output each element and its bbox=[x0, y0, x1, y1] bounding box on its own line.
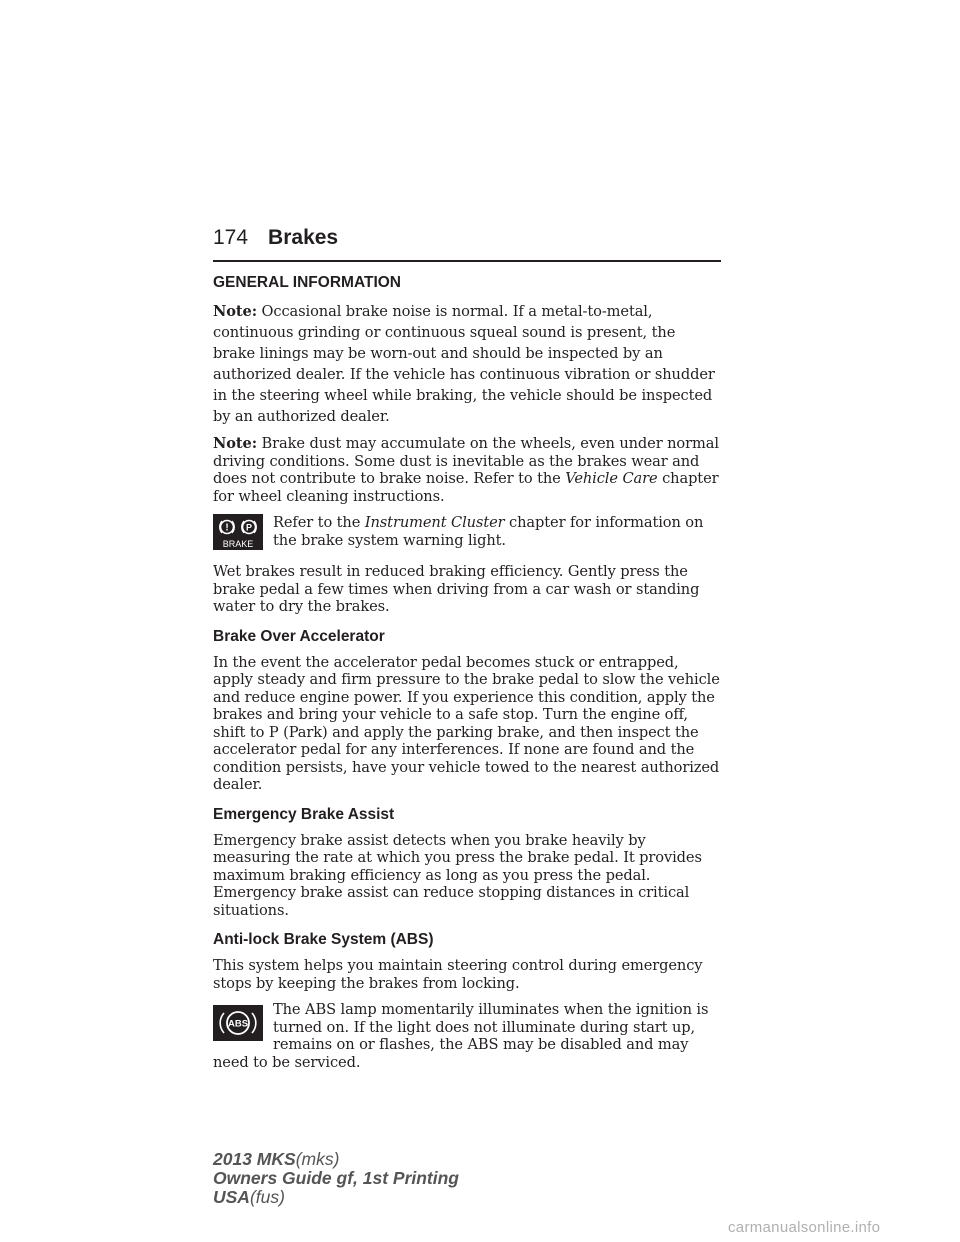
brake-warning-text-b: chapter for information on the brake system warning light. bbox=[273, 514, 704, 549]
abs-warning-icon bbox=[213, 1005, 263, 1041]
abs-paragraph-1: This system helps you maintain steering control during emergency stops by keeping the brakes from locking. bbox=[213, 957, 703, 992]
section-heading-eba: Emergency Brake Assist bbox=[213, 805, 395, 823]
footer-line-3 bbox=[213, 1188, 459, 1207]
section-heading-general: GENERAL INFORMATION bbox=[213, 274, 402, 291]
note-text: Brake dust may accumulate on the wheels, even under normal driving conditions. Some dust is inevitable as the brakes wear and does not contribute to brake noise. Refer to the bbox=[213, 435, 719, 487]
chapter-title: Brakes bbox=[268, 226, 339, 249]
wet-brakes-paragraph: Wet brakes result in reduced braking efficiency. Gently press the brake pedal a few times when driving from a car wash or standing water to dry the brakes. bbox=[213, 563, 700, 615]
footer-model: 2013 MKS bbox=[213, 1149, 296, 1169]
svg-text:!: ! bbox=[225, 522, 229, 534]
section-heading-bota: Brake Over Accelerator bbox=[213, 627, 385, 645]
brake-warning-text-a: Refer to the bbox=[273, 514, 361, 531]
page-number: 174 bbox=[213, 226, 249, 249]
footer-model-code: (mks) bbox=[295, 1149, 340, 1169]
brake-warning-text bbox=[273, 514, 721, 549]
page-footer bbox=[213, 1150, 459, 1207]
page-header bbox=[213, 226, 721, 262]
manual-page bbox=[213, 226, 721, 1071]
vehicle-care-reference: Vehicle Care bbox=[565, 470, 658, 487]
abs-paragraph-2: The ABS lamp momentarily illuminates when the ignition is turned on. If the light does not illuminate during start up, remains on or flashes, the ABS may be disabled and may need to be serviced. bbox=[213, 1001, 709, 1071]
note-text: chapter for wheel cleaning instructions. bbox=[213, 470, 719, 505]
note-paragraph-2 bbox=[213, 435, 721, 505]
footer-market-code: (fus) bbox=[249, 1187, 285, 1207]
abs-icon-label: ABS bbox=[227, 1018, 249, 1030]
brake-warning-row bbox=[213, 514, 721, 550]
note-text: Occasional brake noise is normal. If a metal-to-metal, continuous grinding or continuous squeal sound is present, the brake linings may be worn-out and should be inspected by an authorized dealer. If the vehicle has continuous vibration or shudder in the steering wheel while braking, the vehicle should be inspected by an authorized dealer. bbox=[213, 303, 715, 425]
eba-paragraph: Emergency brake assist detects when you brake heavily by measuring the rate at which you press the brake pedal. It provides maximum braking efficiency as long as you press the pedal. Emergency brake assist can reduce stopping distances in critical situations. bbox=[213, 831, 702, 919]
brake-warning-icon bbox=[213, 514, 263, 550]
brake-icon-label: BRAKE bbox=[222, 539, 254, 549]
abs-row bbox=[213, 1001, 721, 1071]
footer-market: USA bbox=[213, 1187, 250, 1207]
footer-line-2: Owners Guide gf, 1st Printing bbox=[213, 1168, 459, 1188]
instrument-cluster-reference: Instrument Cluster bbox=[364, 514, 505, 531]
note-label: Note: bbox=[213, 435, 257, 452]
note-paragraph-1 bbox=[213, 301, 721, 427]
footer-line-1 bbox=[213, 1150, 459, 1169]
watermark: carmanualsonline.info bbox=[728, 1219, 881, 1236]
bota-paragraph: In the event the accelerator pedal becomes stuck or entrapped, apply steady and firm pressure to the brake pedal to slow the vehicle and reduce engine power. If you experience this condition, apply the brakes and bring your vehicle to a safe stop. Turn the engine off, shift to P (Park) and apply the parking brake, and then inspect the accelerator pedal for any interferences. If none are found and the condition persists, have your vehicle towed to the nearest authorized dealer. bbox=[213, 653, 720, 793]
section-heading-abs: Anti-lock Brake System (ABS) bbox=[213, 931, 434, 948]
note-label: Note: bbox=[213, 303, 257, 320]
svg-text:P: P bbox=[245, 522, 253, 533]
